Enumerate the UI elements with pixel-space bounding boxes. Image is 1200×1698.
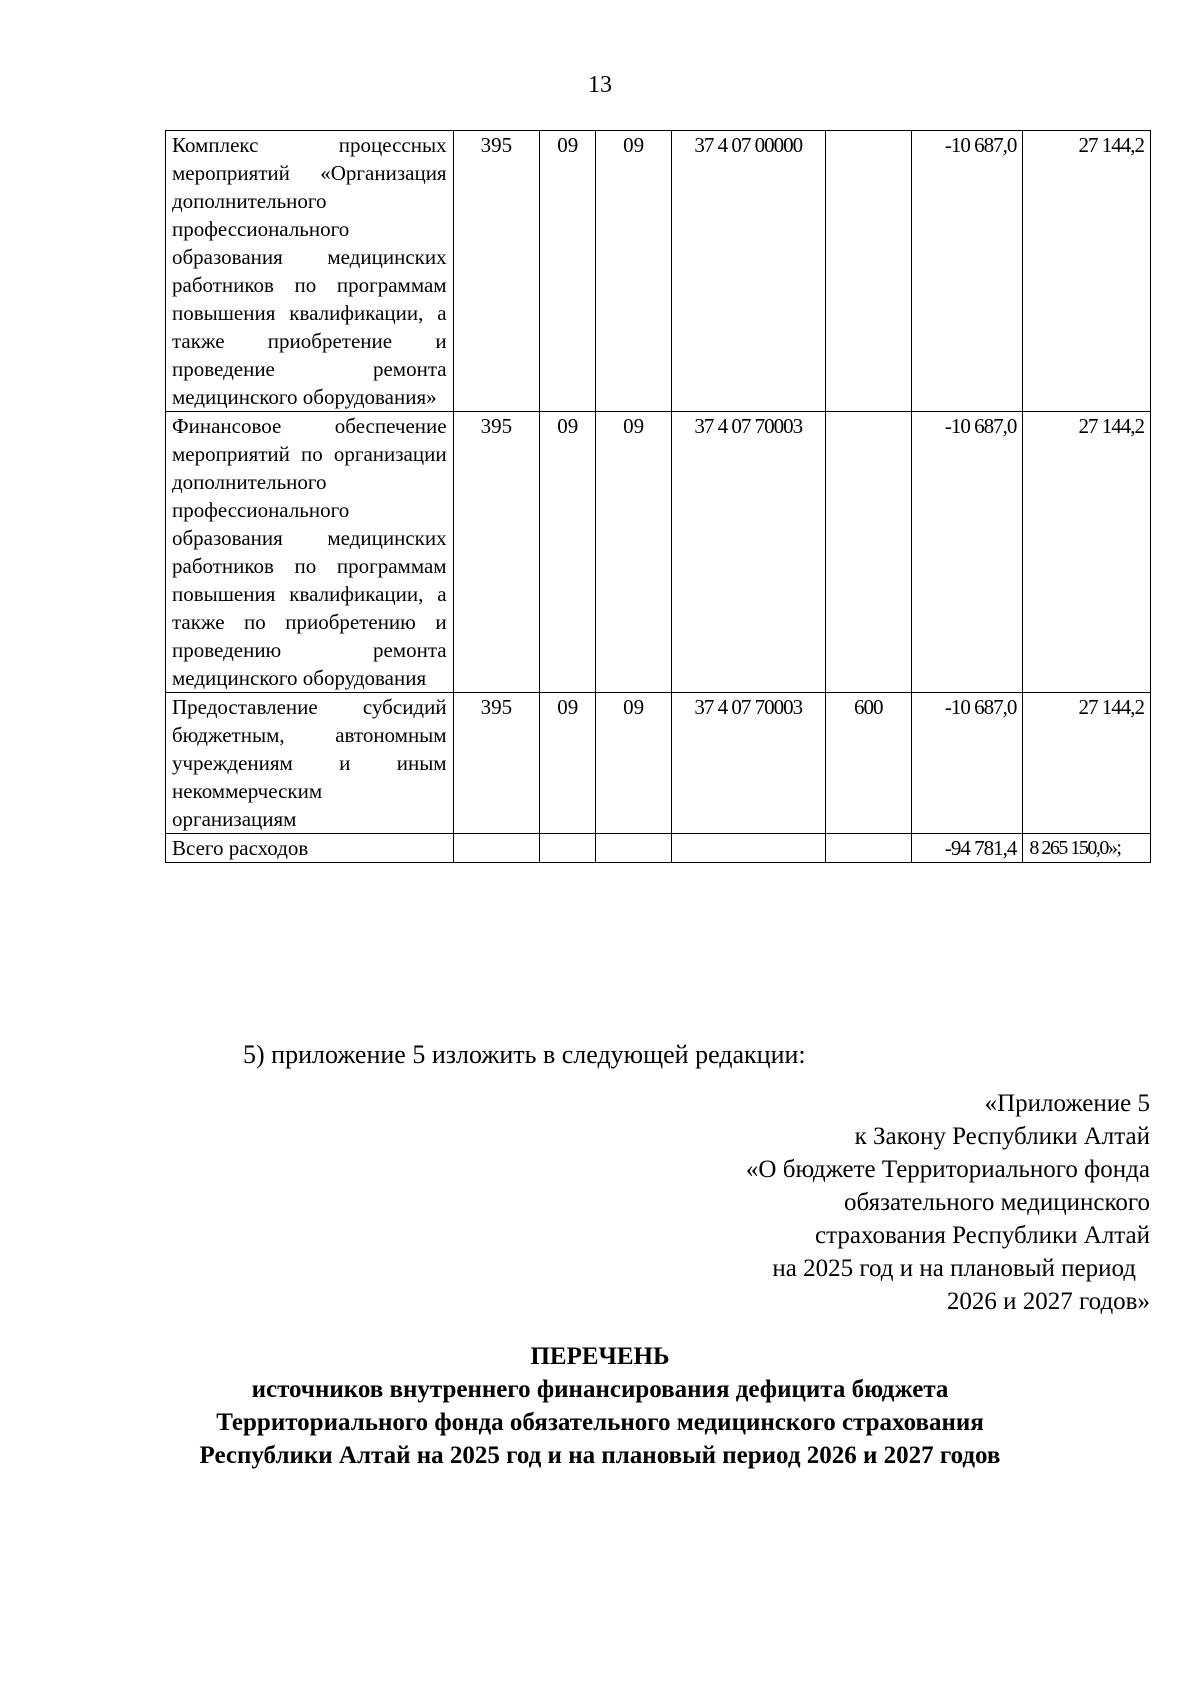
target-article-code: 37 4 07 00000 <box>671 131 825 412</box>
subsection-code: 09 <box>596 693 672 834</box>
empty-cell <box>596 834 672 863</box>
amount-change: -10 687,0 <box>911 131 1022 412</box>
expense-type-code <box>825 412 911 693</box>
amount-change: -10 687,0 <box>911 693 1022 834</box>
heading-line: Республики Алтай на 2025 год и на плановый период 2026 и 2027 годов <box>199 1442 1001 1469</box>
heading-line: источников внутреннего финансирования дефицита бюджета <box>251 1376 949 1403</box>
amount-total: 27 144,2 <box>1023 412 1151 693</box>
target-article-code: 37 4 07 70003 <box>671 693 825 834</box>
subsection-code: 09 <box>596 131 672 412</box>
section-code: 09 <box>540 412 596 693</box>
heading-line: Территориального фонда обязательного медицинского страхования <box>216 1409 984 1436</box>
appendix-line: на 2025 год и на плановый период <box>772 1255 1136 1282</box>
row-name: Предоставление субсидий бюджетным, автономным учреждениям и иным некоммерческим организациям <box>166 693 454 834</box>
row-name: Комплекс процессных мероприятий «Организация дополнительного профессионального образования медицинских работников по программам повышения квалификации, а также приобретение и проведение ремонта медицинского оборудования» <box>166 131 454 412</box>
appendix-reference <box>550 1087 1150 1318</box>
document-heading <box>0 1340 1200 1472</box>
appendix-line: 2026 и 2027 годов» <box>946 1288 1150 1315</box>
total-amount: 8 265 150,0»; <box>1023 834 1151 863</box>
table-row <box>166 412 1151 693</box>
row-name: Финансовое обеспечение мероприятий по организации дополнительного профессионального образования медицинских работников по программам повышения квалификации, а также по приобретению и проведению ремонта медицинского оборудования <box>166 412 454 693</box>
page-number: 13 <box>588 72 612 98</box>
ministry-code: 395 <box>453 693 539 834</box>
empty-cell <box>671 834 825 863</box>
empty-cell <box>825 834 911 863</box>
ministry-code: 395 <box>453 131 539 412</box>
section-code: 09 <box>540 131 596 412</box>
table-row <box>166 131 1151 412</box>
amount-total: 27 144,2 <box>1023 693 1151 834</box>
total-amount-change: -94 781,4 <box>911 834 1022 863</box>
appendix-line: обязательного медицинского <box>843 1189 1150 1216</box>
appendix-line: к Закону Республики Алтай <box>854 1123 1150 1150</box>
appendix-line: «О бюджете Территориального фонда <box>745 1156 1150 1183</box>
amount-total: 27 144,2 <box>1023 131 1151 412</box>
target-article-code: 37 4 07 70003 <box>671 412 825 693</box>
table-row <box>166 693 1151 834</box>
empty-cell <box>540 834 596 863</box>
ministry-code: 395 <box>453 412 539 693</box>
empty-cell <box>453 834 539 863</box>
total-row <box>166 834 1151 863</box>
subsection-code: 09 <box>596 412 672 693</box>
expenditure-table <box>165 130 1151 863</box>
expense-type-code: 600 <box>825 693 911 834</box>
amendment-intro-text: 5) приложение 5 изложить в следующей редакции: <box>243 1040 806 1069</box>
heading-title: ПЕРЕЧЕНЬ <box>530 1343 670 1370</box>
expense-type-code <box>825 131 911 412</box>
total-label: Всего расходов <box>166 834 454 863</box>
appendix-line: страхования Республики Алтай <box>815 1222 1150 1249</box>
appendix-line: «Приложение 5 <box>984 1090 1150 1117</box>
section-code: 09 <box>540 693 596 834</box>
amount-change: -10 687,0 <box>911 412 1022 693</box>
